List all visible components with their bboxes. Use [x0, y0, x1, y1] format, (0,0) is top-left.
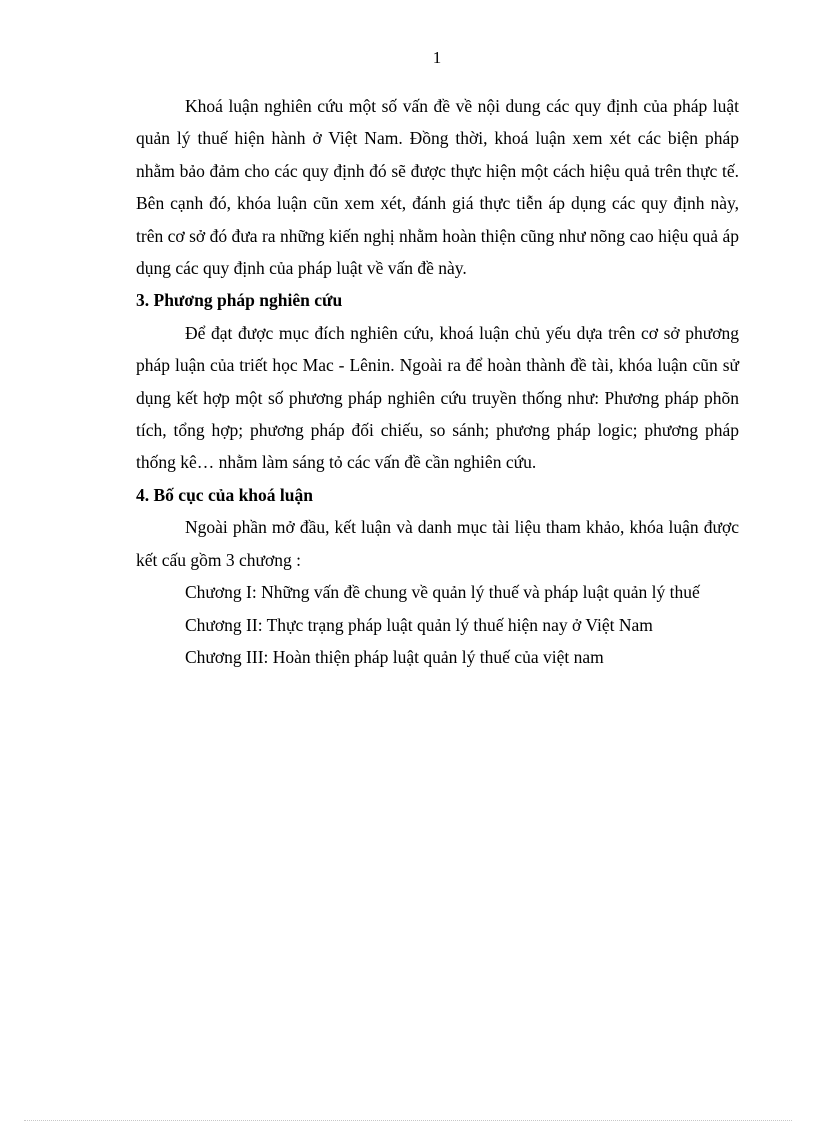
paragraph-methods: Để đạt được mục đích nghiên cứu, khoá luận chủ yếu dựa trên cơ sở phương pháp luận của triết học Mac - Lênin. Ngoài ra để hoàn thành đề tài, khóa luận cũn sử dụng kết hợp một số phương pháp nghiên cứu truyền thống như: Phương pháp phõn tích, tổng hợp; phương pháp đối chiếu, so sánh; phương pháp logic; phương pháp thống kê… nhằm làm sáng tỏ các vấn đề cần nghiên cứu. [136, 322, 739, 473]
paragraph-structure: Ngoài phần mở đầu, kết luận và danh mục tài liệu tham khảo, khóa luận được kết cấu gồm 3 chương : [136, 517, 739, 570]
page-number: 1 [432, 48, 442, 67]
paragraph-scope: Khoá luận nghiên cứu một số vấn đề về nội dung các quy định của pháp luật quản lý thuế hiện hành ở Việt Nam. Đồng thời, khoá luận xem xét các biện pháp nhằm bảo đảm cho các quy định đó sẽ được thực hiện một cách hiệu quả trên thực tế. Bên cạnh đó, khóa luận cũn xem xét, đánh giá thực tiễn áp dụng các quy định này, trên cơ sở đó đưa ra những kiến nghị nhằm hoàn thiện cũng như nõng cao hiệu quả áp dụng các quy định của pháp luật về vấn đề này. [136, 96, 739, 279]
page-bottom-divider [24, 1120, 792, 1121]
document-body [136, 90, 739, 673]
section-heading-methods: 3. Phương pháp nghiên cứu [136, 290, 343, 311]
chapter-item-3: Chương III: Hoàn thiện pháp luật quản lý thuế của việt nam [185, 646, 604, 667]
chapter-item-2: Chương II: Thực trạng pháp luật quản lý thuế hiện nay ở Việt Nam [185, 614, 653, 635]
section-heading-structure: 4. Bố cục của khoá luận [136, 484, 313, 505]
chapter-item-1: Chương I: Những vấn đề chung về quản lý thuế và pháp luật quản lý thuế [185, 582, 700, 603]
